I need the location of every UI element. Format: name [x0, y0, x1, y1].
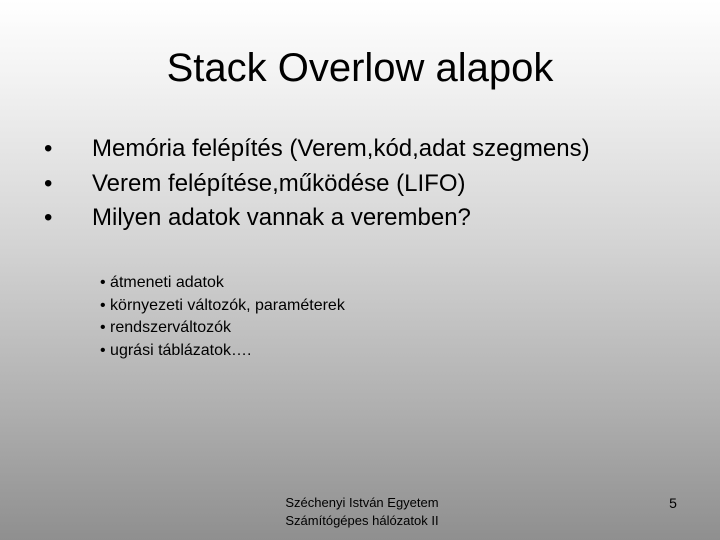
sub-list-item: • rendszerváltozók: [100, 319, 231, 336]
list-item: [40, 201, 590, 236]
main-bullet-list: [40, 132, 590, 236]
page-number: 5: [669, 495, 677, 511]
bullet-text: Verem felépítése,működése (LIFO): [92, 169, 466, 197]
footer: [266, 494, 458, 530]
bullet-icon: •: [44, 135, 53, 162]
bullet-text: Memória felépítés (Verem,kód,adat szegmens): [92, 135, 590, 162]
sub-bullet-list: [100, 272, 345, 362]
list-item: [40, 132, 590, 167]
bullet-text: Milyen adatok vannak a veremben?: [92, 204, 471, 231]
sub-list-item: • ugrási táblázatok….: [100, 341, 252, 359]
sub-list-item: • környezeti változók, paraméterek: [100, 296, 345, 314]
bullet-icon: •: [44, 169, 53, 197]
footer-course: Számítógépes hálózatok II: [285, 513, 439, 528]
sub-list-item: • átmeneti adatok: [100, 274, 224, 291]
slide-title: Stack Overlow alapok: [166, 46, 554, 90]
list-item: [40, 167, 590, 202]
footer-institution: Széchenyi István Egyetem: [285, 495, 439, 510]
bullet-icon: •: [44, 204, 53, 231]
